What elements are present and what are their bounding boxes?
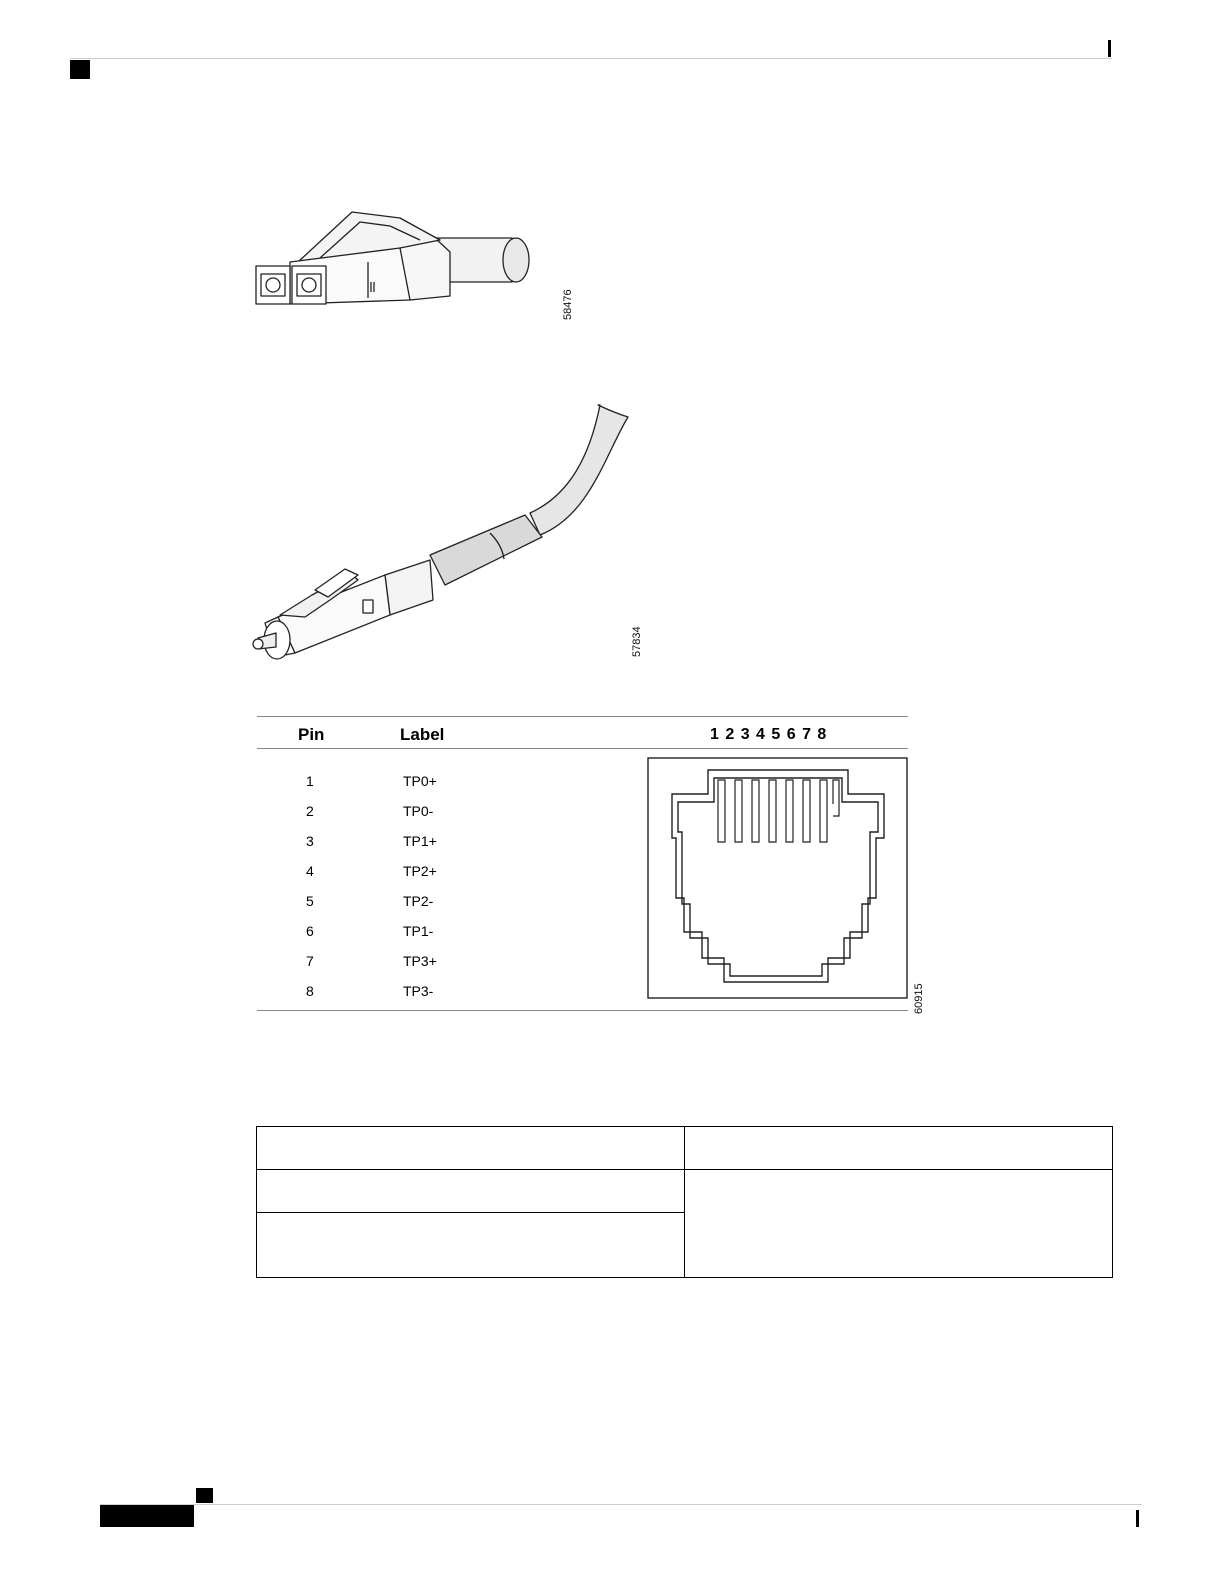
- pin-number: 6: [306, 923, 314, 939]
- table-row: [257, 1170, 1113, 1213]
- pinout-header-pin: Pin: [298, 725, 325, 744]
- duplex-lc-connector-illustration: [250, 200, 590, 330]
- table-cell: [257, 1213, 685, 1278]
- table-cell: [257, 1170, 685, 1213]
- pin-label: TP0-: [403, 803, 434, 819]
- pin-number: 8: [306, 983, 314, 999]
- header-rule: [70, 58, 1112, 59]
- pin-label: TP2-: [403, 893, 434, 909]
- pinout-pin-numbers-caption: 1 2 3 4 5 6 7 8: [710, 726, 827, 743]
- figure-number-duplex: 58476: [562, 289, 574, 320]
- pinout-header-rule: [257, 748, 908, 749]
- pin-label: TP3-: [403, 983, 434, 999]
- pinout-top-rule: [257, 716, 908, 717]
- table-cell: [685, 1127, 1113, 1170]
- rj45-jack-illustration: [646, 756, 910, 1002]
- header-right-marker: [1108, 40, 1111, 57]
- footer-left-square: [196, 1488, 213, 1503]
- spec-table: [256, 1126, 1113, 1278]
- pin-number: 7: [306, 953, 314, 969]
- pin-label: TP1+: [403, 833, 437, 849]
- pin-number: 5: [306, 893, 314, 909]
- simplex-lc-connector-figure: [250, 395, 650, 665]
- pin-label: TP3+: [403, 953, 437, 969]
- pin-number: 2: [306, 803, 314, 819]
- footer-right-marker: [1136, 1510, 1139, 1527]
- figure-number-rj45: 60915: [913, 983, 925, 1014]
- pin-number: 3: [306, 833, 314, 849]
- pin-label: TP1-: [403, 923, 434, 939]
- pin-number: 4: [306, 863, 314, 879]
- footer-rule: [100, 1504, 1142, 1505]
- pin-label: TP2+: [403, 863, 437, 879]
- pinout-header-label: Label: [400, 725, 445, 744]
- table-cell: [257, 1127, 685, 1170]
- footer-left-tab: [100, 1505, 194, 1527]
- simplex-lc-connector-illustration: [250, 395, 650, 665]
- pin-label: TP0+: [403, 773, 437, 789]
- duplex-lc-connector-figure: [250, 200, 590, 330]
- rj45-jack-figure: [646, 756, 910, 1002]
- pin-number: 1: [306, 773, 314, 789]
- pinout-bottom-rule: [257, 1010, 908, 1011]
- table-cell: [685, 1170, 1113, 1278]
- figure-number-simplex: 57834: [631, 626, 643, 657]
- table-row: [257, 1127, 1113, 1170]
- header-left-marker: [70, 60, 90, 79]
